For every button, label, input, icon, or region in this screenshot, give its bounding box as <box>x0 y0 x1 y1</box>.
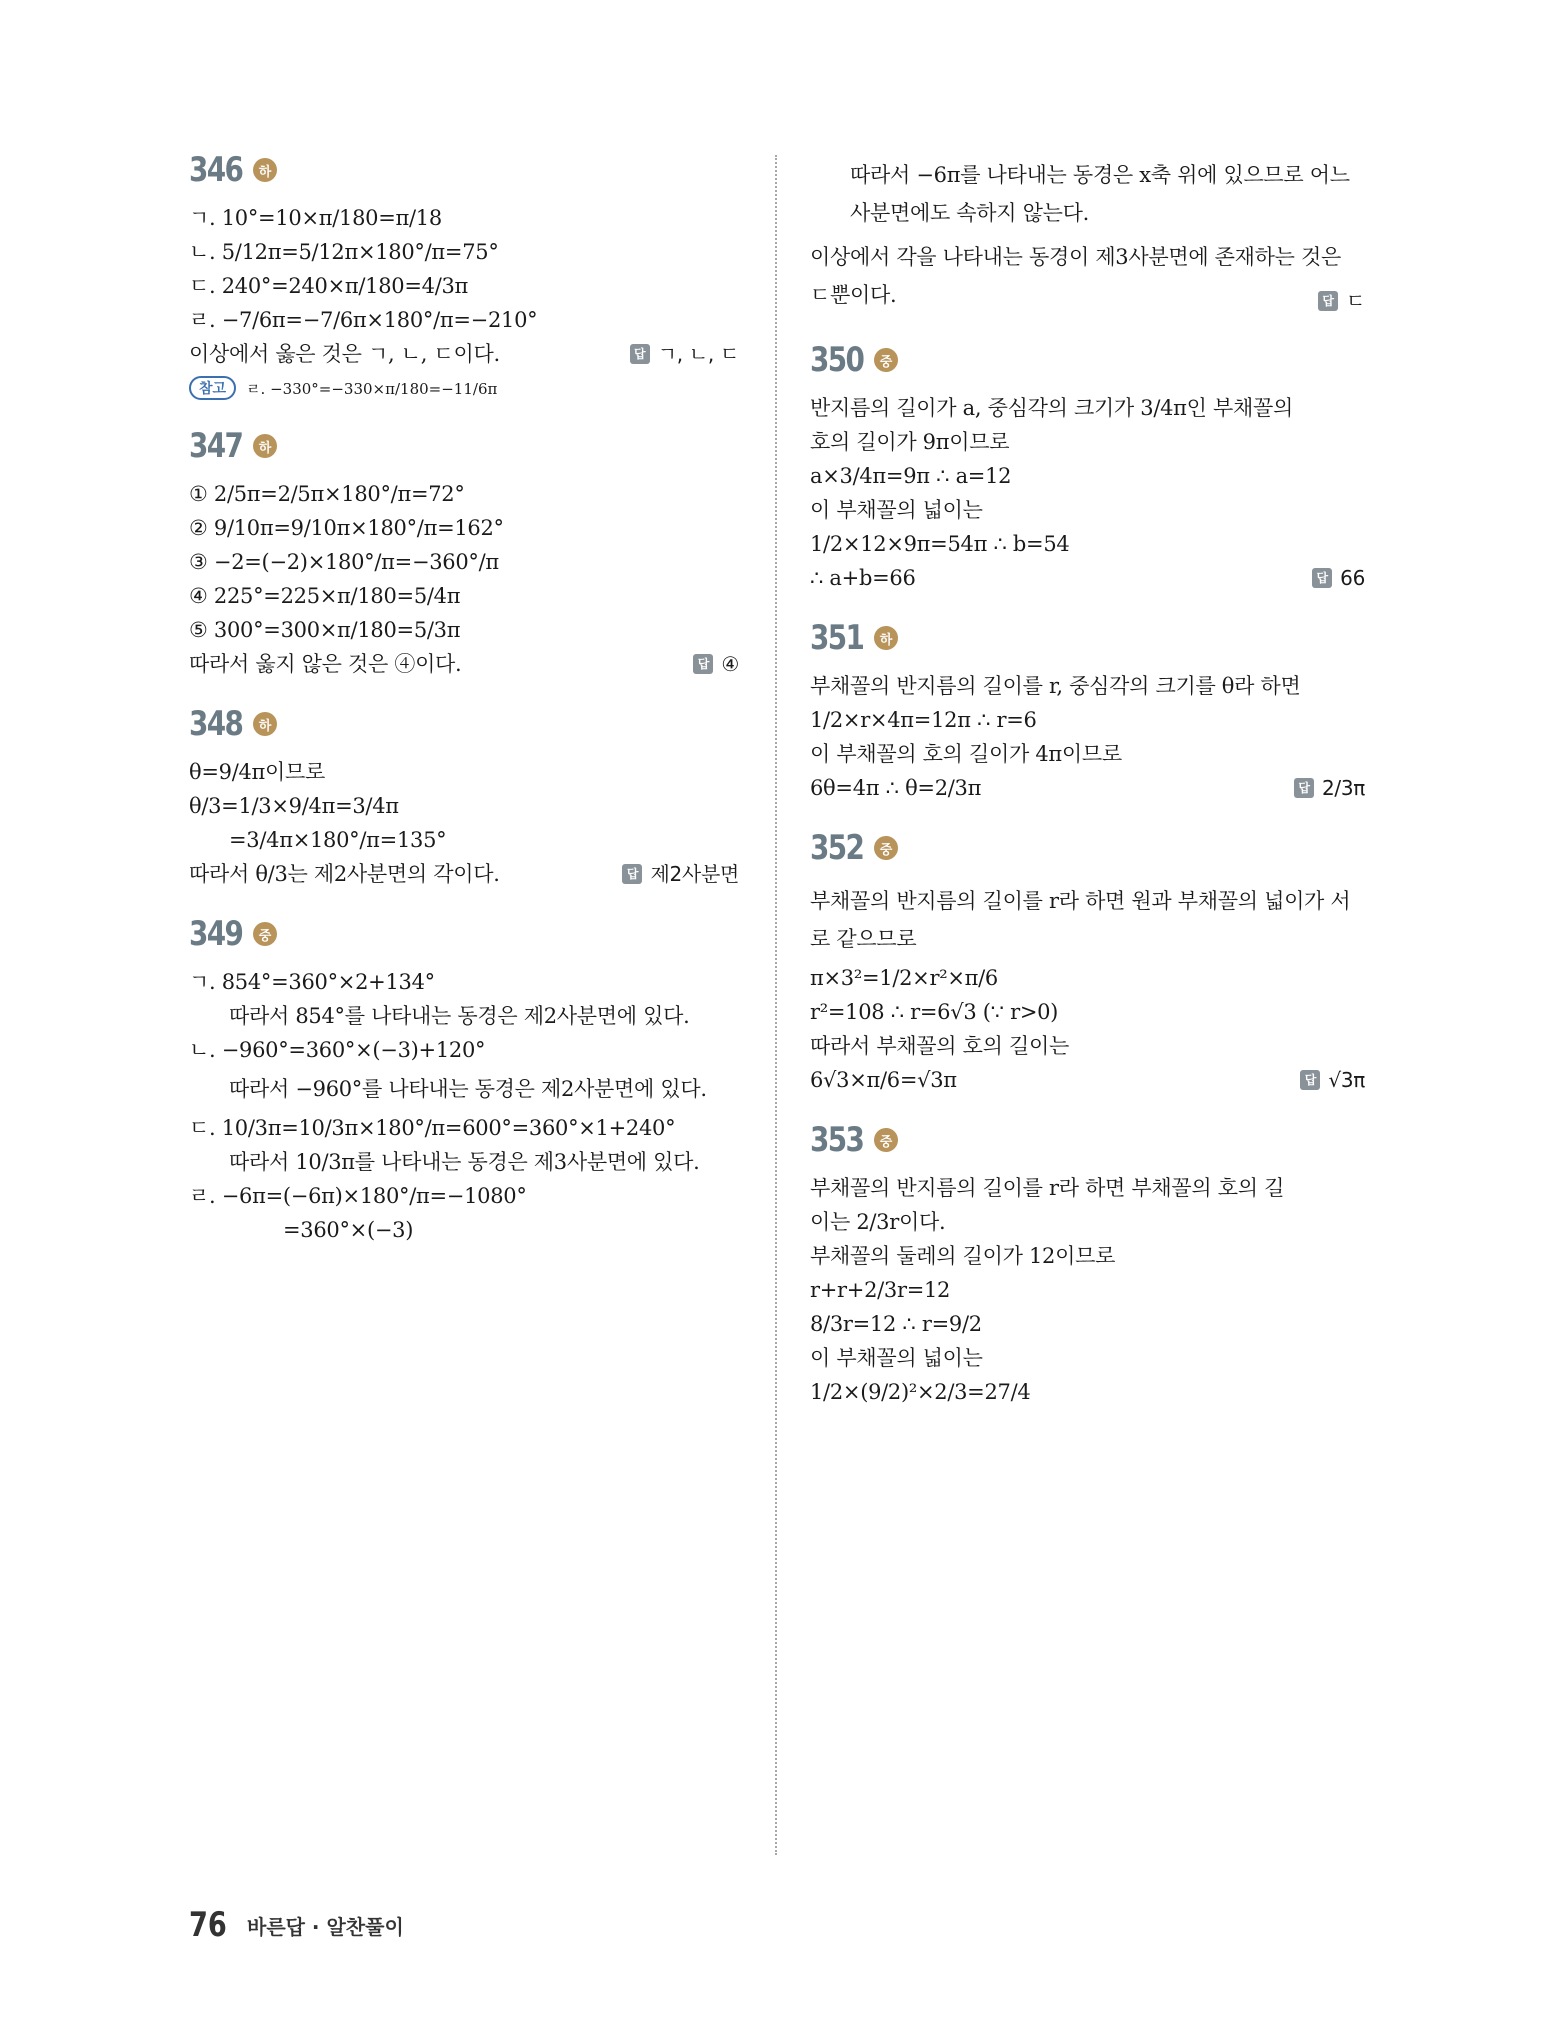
solution-line <box>810 964 1365 992</box>
answer-value: 2/3π <box>1321 776 1365 800</box>
solution-text: ㄹ. −6π=(−6π)×180°/π=−1080° <box>189 1184 527 1208</box>
solution-line <box>810 564 1365 592</box>
problem-349 <box>189 914 739 1244</box>
solution-line <box>189 1148 739 1176</box>
problem-header <box>810 1120 1365 1160</box>
solution-line <box>189 340 739 368</box>
solution-text: ㄴ. 5/12π=5/12π×180°/π=75° <box>189 240 499 264</box>
solution-text: 이는 2/3r이다. <box>810 1210 946 1234</box>
solution-text: =360°×(−3) <box>283 1218 414 1242</box>
answer <box>693 650 739 678</box>
solution-text: 6√3×π/6=√3π <box>810 1068 957 1092</box>
solution-text: π×3²=1/2×r²×π/6 <box>810 966 998 990</box>
problem-header <box>189 914 739 954</box>
solution-line <box>189 582 739 610</box>
problem-header <box>810 618 1365 658</box>
solution-text: ㄴ. −960°=360°×(−3)+120° <box>189 1038 486 1062</box>
solution-line <box>810 462 1365 490</box>
solution-line <box>810 1310 1365 1338</box>
problem-header <box>189 704 739 744</box>
answer <box>1312 564 1365 592</box>
solution-line <box>189 1216 739 1244</box>
solution-line <box>189 650 739 678</box>
problem-number: 353 <box>810 1120 864 1160</box>
solution-text: 1/2×12×9π=54π ∴ b=54 <box>810 532 1070 556</box>
solution-text: ㄱ. 10°=10×π/180=π/18 <box>189 206 442 230</box>
solution-line <box>810 1344 1365 1372</box>
problem-352 <box>810 828 1365 1094</box>
solution-text: =3/4π×180°/π=135° <box>229 828 447 852</box>
solution-text: a×3/4π=9π ∴ a=12 <box>810 464 1012 488</box>
difficulty-badge: 중 <box>874 1128 898 1152</box>
solution-text: ㄷ. 240°=240×π/180=4/3π <box>189 274 469 298</box>
solution-text: ① 2/5π=2/5π×180°/π=72° <box>189 482 465 506</box>
solution-text: 호의 길이가 9π이므로 <box>810 430 1010 454</box>
solution-line <box>189 616 739 644</box>
solution-line <box>189 204 739 232</box>
right-column <box>810 150 1365 1432</box>
solution-line <box>810 706 1365 734</box>
answer-badge: 답 <box>1312 568 1332 588</box>
solution-line <box>810 774 1365 802</box>
solution-text: θ=9/4π이므로 <box>189 760 325 784</box>
problem-number: 346 <box>189 150 243 190</box>
page-footer <box>189 1905 404 1945</box>
solution-line <box>810 394 1365 422</box>
answer-badge: 답 <box>1318 291 1338 311</box>
solution-line <box>189 306 739 334</box>
problem-number: 347 <box>189 426 243 466</box>
solution-text: 따라서 θ/3는 제2사분면의 각이다. <box>189 862 500 886</box>
column-divider <box>775 155 777 1855</box>
solution-text: 따라서 부채꼴의 호의 길이는 <box>810 1034 1069 1058</box>
answer-badge: 답 <box>693 654 713 674</box>
problem-353 <box>810 1120 1365 1406</box>
solution-text: θ/3=1/3×9/4π=3/4π <box>189 794 399 818</box>
problem-header <box>189 150 739 190</box>
solution-line <box>810 672 1365 700</box>
solution-line <box>810 496 1365 524</box>
solution-line <box>189 860 739 888</box>
solution-text: ㄱ. 854°=360°×2+134° <box>189 970 435 994</box>
answer-badge: 답 <box>1294 778 1314 798</box>
difficulty-badge: 중 <box>874 348 898 372</box>
problem-number: 349 <box>189 914 243 954</box>
problem-header <box>810 828 1365 868</box>
solution-text: 이상에서 옳은 것은 ㄱ, ㄴ, ㄷ이다. <box>189 342 500 366</box>
solution-line <box>810 1066 1365 1094</box>
solution-text: 부채꼴의 둘레의 길이가 12이므로 <box>810 1244 1116 1268</box>
solution-text: 부채꼴의 반지름의 길이를 r라 하면 부채꼴의 호의 길 <box>810 1176 1285 1200</box>
solution-line <box>810 1208 1365 1236</box>
solution-text: 이 부채꼴의 넓이는 <box>810 498 983 522</box>
solution-line <box>189 480 739 508</box>
solution-line <box>810 1032 1365 1060</box>
answer-value: ㄷ <box>1345 289 1365 313</box>
solution-line <box>810 530 1365 558</box>
solution-text: 따라서 옳지 않은 것은 ④이다. <box>189 652 462 676</box>
reference-text: ㄹ. −330°=−330×π/180=−11/6π <box>246 379 498 398</box>
solution-text: r+r+2/3r=12 <box>810 1278 951 1302</box>
solution-line <box>810 1242 1365 1270</box>
solution-line <box>810 1378 1365 1406</box>
answer-badge: 답 <box>1300 1070 1320 1090</box>
page-number: 76 <box>189 1905 227 1945</box>
problem-header <box>189 426 739 466</box>
solution-line <box>189 1070 739 1108</box>
answer-value: √3π <box>1328 1068 1365 1092</box>
difficulty-badge: 하 <box>253 434 277 458</box>
problem-348 <box>189 704 739 888</box>
solution-line <box>189 1114 739 1142</box>
solution-line <box>810 156 1365 232</box>
solution-text: ㄷ. 10/3π=10/3π×180°/π=600°=360°×1+240° <box>189 1116 676 1140</box>
answer <box>622 860 739 888</box>
problem-number: 351 <box>810 618 864 658</box>
solution-line <box>810 882 1365 958</box>
answer-badge: 답 <box>630 344 650 364</box>
solution-line <box>810 740 1365 768</box>
solution-line <box>189 238 739 266</box>
solution-line <box>189 1002 739 1030</box>
solution-text: ③ −2=(−2)×180°/π=−360°/π <box>189 550 499 574</box>
problem-349-cont <box>810 156 1365 314</box>
difficulty-badge: 중 <box>253 922 277 946</box>
solution-line <box>189 792 739 820</box>
solution-text: 따라서 −960°를 나타내는 동경은 제2사분면에 있다. <box>229 1077 707 1101</box>
answer <box>1294 774 1365 802</box>
solution-text: r²=108 ∴ r=6√3 (∵ r>0) <box>810 1000 1059 1024</box>
solution-text: 8/3r=12 ∴ r=9/2 <box>810 1312 982 1336</box>
solution-line <box>189 826 739 854</box>
solution-line <box>189 272 739 300</box>
solution-text: 부채꼴의 반지름의 길이를 r, 중심각의 크기를 θ라 하면 <box>810 674 1301 698</box>
solution-line <box>810 428 1365 456</box>
solution-text: ∴ a+b=66 <box>810 566 916 590</box>
solution-line <box>189 1036 739 1064</box>
solution-text: ㄹ. −7/6π=−7/6π×180°/π=−210° <box>189 308 538 332</box>
problem-number: 350 <box>810 340 864 380</box>
solution-text: ④ 225°=225×π/180=5/4π <box>189 584 461 608</box>
solution-line <box>189 548 739 576</box>
solution-line <box>810 238 1365 314</box>
problem-number: 348 <box>189 704 243 744</box>
problem-header <box>810 340 1365 380</box>
solution-line <box>189 514 739 542</box>
solution-text: 따라서 −6π를 나타내는 동경은 x축 위에 있으므로 어느 사분면에도 속하지 않는다. <box>850 163 1350 225</box>
solution-line <box>189 1182 739 1210</box>
solution-text: 1/2×(9/2)²×2/3=27/4 <box>810 1380 1031 1404</box>
solution-text: ② 9/10π=9/10π×180°/π=162° <box>189 516 504 540</box>
difficulty-badge: 하 <box>253 158 277 182</box>
solution-line <box>810 1174 1365 1202</box>
problem-number: 352 <box>810 828 864 868</box>
answer-value: ㄱ, ㄴ, ㄷ <box>657 342 739 366</box>
problem-350 <box>810 340 1365 592</box>
problem-347 <box>189 426 739 678</box>
answer-value: 66 <box>1340 566 1365 590</box>
solution-text: 1/2×r×4π=12π ∴ r=6 <box>810 708 1037 732</box>
solution-line <box>810 998 1365 1026</box>
reference-badge: 참고 <box>189 376 236 400</box>
solution-line <box>810 1276 1365 1304</box>
solution-line <box>189 758 739 786</box>
solution-text: 따라서 10/3π를 나타내는 동경은 제3사분면에 있다. <box>229 1150 700 1174</box>
solution-text: 이 부채꼴의 넓이는 <box>810 1346 983 1370</box>
left-column <box>189 150 739 1270</box>
solution-line <box>189 968 739 996</box>
answer-value: ④ <box>721 652 739 676</box>
solution-text: 이 부채꼴의 호의 길이가 4π이므로 <box>810 742 1122 766</box>
solution-text: 따라서 854°를 나타내는 동경은 제2사분면에 있다. <box>229 1004 690 1028</box>
answer-value: 제2사분면 <box>650 862 739 886</box>
problem-346 <box>189 150 739 400</box>
difficulty-badge: 하 <box>874 626 898 650</box>
answer <box>630 340 739 368</box>
answer-badge: 답 <box>622 864 642 884</box>
solution-text: 반지름의 길이가 a, 중심각의 크기가 3/4π인 부채꼴의 <box>810 396 1293 420</box>
solution-text: 6θ=4π ∴ θ=2/3π <box>810 776 982 800</box>
difficulty-badge: 중 <box>874 836 898 860</box>
footer-title: 바른답 · 알찬풀이 <box>247 1914 404 1939</box>
answer <box>1318 282 1365 320</box>
solution-text: ⑤ 300°=300×π/180=5/3π <box>189 618 461 642</box>
problem-351 <box>810 618 1365 802</box>
difficulty-badge: 하 <box>253 712 277 736</box>
solution-text: 이상에서 각을 나타내는 동경이 제3사분면에 존재하는 것은 ㄷ뿐이다. <box>810 245 1341 307</box>
solution-text: 부채꼴의 반지름의 길이를 r라 하면 원과 부채꼴의 넓이가 서로 같으므로 <box>810 889 1351 951</box>
answer <box>1300 1066 1365 1094</box>
reference-note <box>189 376 739 400</box>
